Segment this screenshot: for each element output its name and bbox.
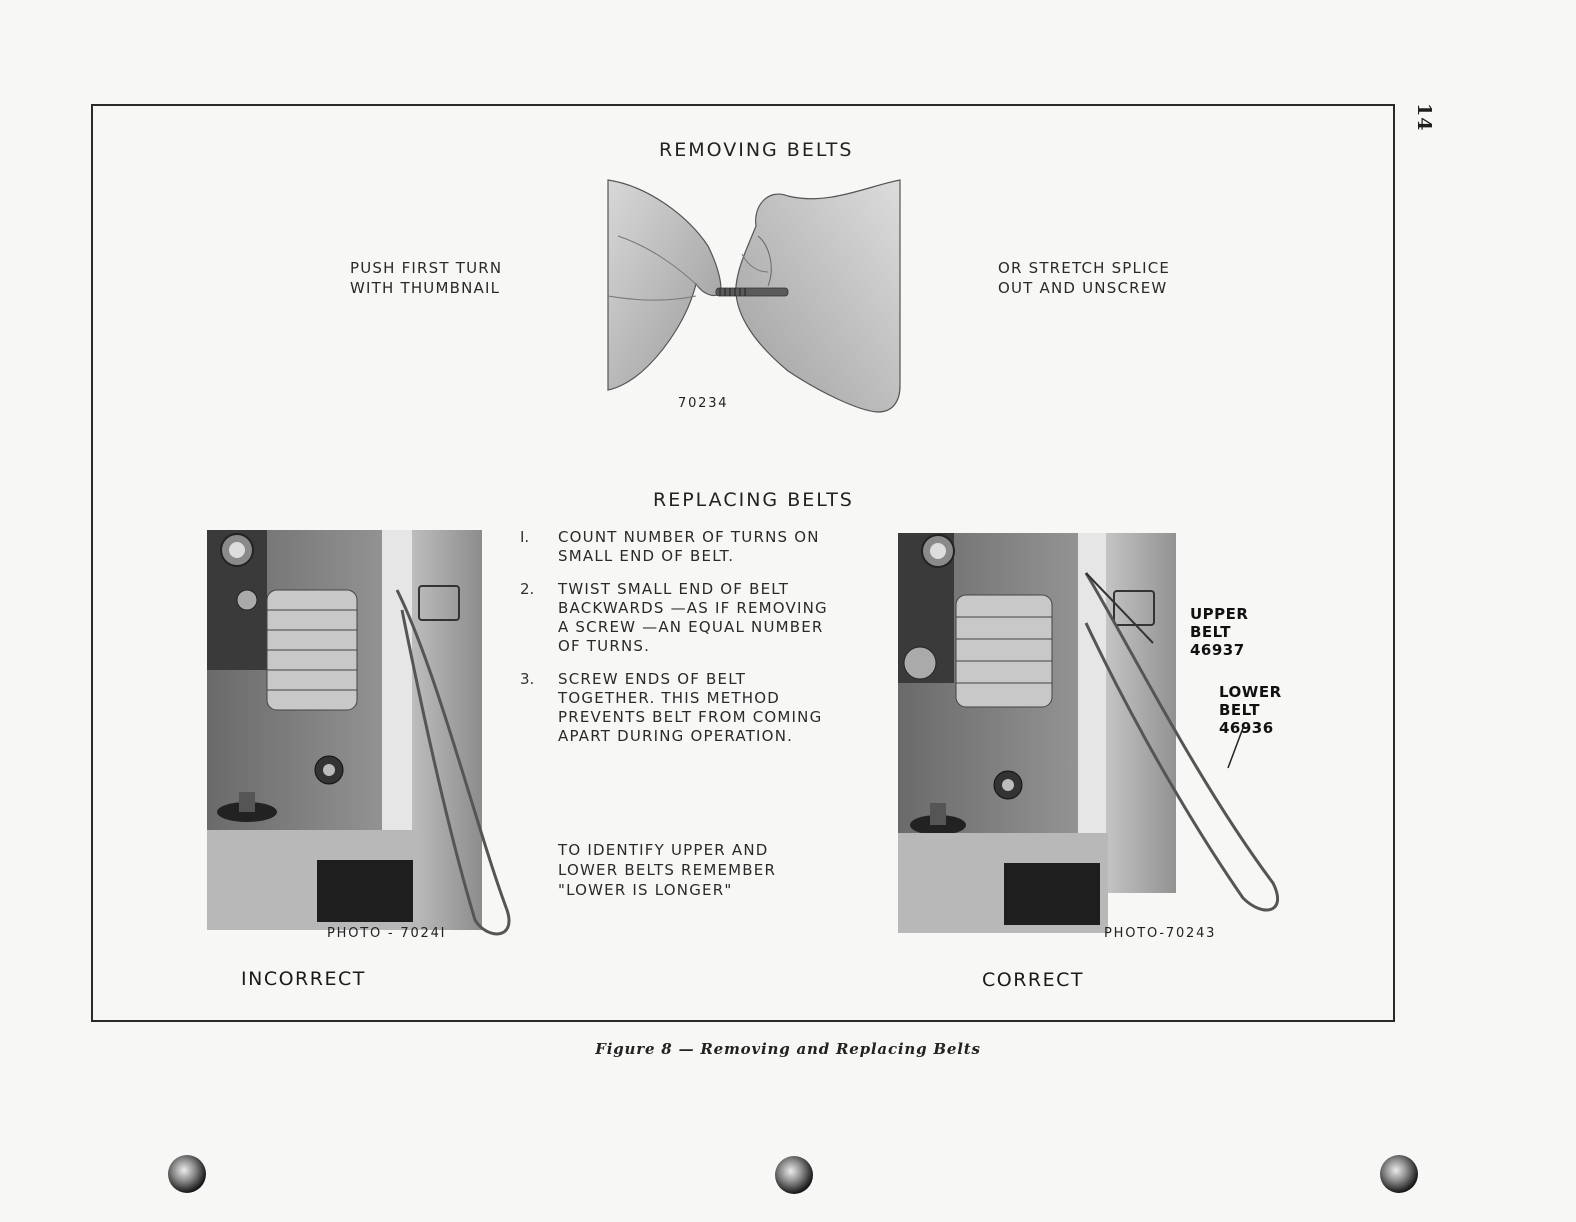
correct-label: CORRECT (982, 969, 1085, 991)
step-number: 2. (520, 580, 535, 598)
lower-belt-label (1219, 683, 1282, 737)
binder-hole (168, 1155, 206, 1193)
replacing-heading: REPLACING BELTS (653, 489, 854, 511)
step-number: I. (520, 528, 530, 546)
removing-photo-code: 70234 (678, 396, 729, 411)
incorrect-label: INCORRECT (241, 968, 366, 990)
note-line: PUSH FIRST TURN (350, 259, 503, 277)
page-number: 14 (1413, 103, 1435, 132)
note-line: WITH THUMBNAIL (350, 279, 501, 297)
step-line: A SCREW —AN EQUAL NUMBER (558, 618, 824, 636)
removing-left-note (350, 258, 502, 298)
note-line: "LOWER IS LONGER" (558, 881, 733, 899)
hands-illustration (608, 176, 902, 414)
incorrect-photo-code: PHOTO - 7024I (327, 926, 447, 941)
step-line: COUNT NUMBER OF TURNS ON (558, 528, 820, 546)
step-line: TOGETHER. THIS METHOD (558, 689, 780, 707)
label-line: UPPER (1190, 605, 1249, 623)
removing-right-note (998, 258, 1170, 298)
binder-hole (775, 1156, 813, 1194)
label-line: LOWER (1219, 683, 1282, 701)
removing-heading: REMOVING BELTS (659, 139, 854, 161)
replacing-steps-list (520, 528, 850, 760)
correct-photo-code: PHOTO-70243 (1104, 926, 1217, 941)
incorrect-projector-photo (207, 530, 527, 940)
identify-belts-note (558, 840, 776, 900)
step-line: BACKWARDS —AS IF REMOVING (558, 599, 828, 617)
label-line: 46937 (1190, 641, 1245, 659)
step-number: 3. (520, 670, 535, 688)
step-line: PREVENTS BELT FROM COMING (558, 708, 823, 726)
figure-caption: Figure 8 — Removing and Replacing Belts (595, 1040, 981, 1058)
binder-hole (1380, 1155, 1418, 1193)
step-line: SCREW ENDS OF BELT (558, 670, 747, 688)
note-line: OR STRETCH SPLICE (998, 259, 1171, 277)
list-item (520, 580, 850, 656)
list-item (520, 528, 850, 566)
note-line: LOWER BELTS REMEMBER (558, 861, 777, 879)
step-line: SMALL END OF BELT. (558, 547, 735, 565)
step-text (558, 580, 828, 656)
list-item (520, 670, 850, 746)
upper-belt-label (1190, 605, 1248, 659)
label-line: 46936 (1219, 719, 1274, 737)
step-line: APART DURING OPERATION. (558, 727, 794, 745)
note-line: OUT AND UNSCREW (998, 279, 1168, 297)
step-line: OF TURNS. (558, 637, 651, 655)
step-line: TWIST SMALL END OF BELT (558, 580, 790, 598)
step-text (558, 670, 822, 746)
note-line: TO IDENTIFY UPPER AND (558, 841, 769, 859)
label-line: BELT (1219, 701, 1260, 719)
step-text (558, 528, 820, 566)
label-line: BELT (1190, 623, 1231, 641)
